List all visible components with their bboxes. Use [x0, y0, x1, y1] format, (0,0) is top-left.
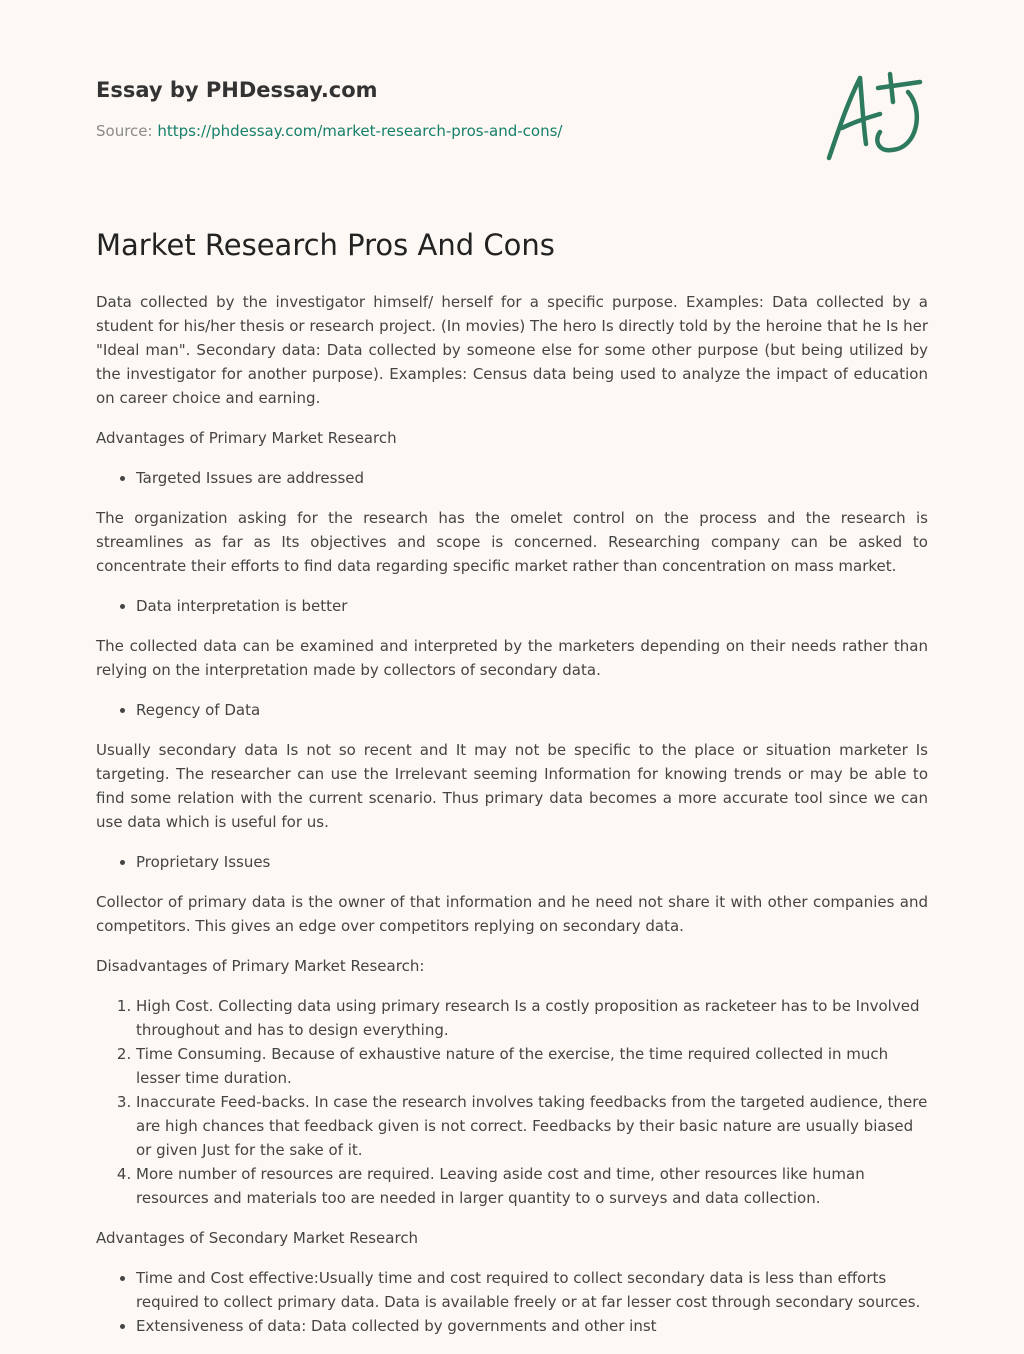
bullet-list: [96, 466, 928, 490]
page-header: [96, 76, 796, 141]
paragraph-regency: Usually secondary data Is not so recent and It may not be specific to the place or situation marketer Is targeting. The researcher can use the Irrelevant seeming Information for knowing trends or may be able to find some relation with the current scenario. Thus primary data becomes a more accurate tool since we can use data which is useful for us.: [96, 741, 928, 831]
paragraph-proprietary: Collector of primary data is the owner of that information and he need not share it with other companies and competitors. This gives an edge over competitors replying on secondary data.: [96, 893, 928, 935]
list-item: • Data interpretation is better: [136, 594, 928, 618]
list-item: 1. High Cost. Collecting data using primary research Is a costly proposition as racketeer has to be Involved throughout and has to design everything.: [136, 994, 928, 1042]
list-item: • Regency of Data: [136, 698, 928, 722]
list-item: • Targeted Issues are addressed: [136, 466, 928, 490]
list-item: • Extensiveness of data: Data collected by governments and other inst: [136, 1314, 928, 1338]
paragraph-interpretation: The collected data can be examined and interpreted by the marketers depending on their needs rather than relying on the interpretation made by collectors of secondary data.: [96, 637, 928, 679]
disadvantages-list: [96, 994, 928, 1210]
list-item: • Time and Cost effective:Usually time and cost required to collect secondary data is less than efforts required to collect primary data. Data is available freely or at far lesser cost through secondary sources.: [136, 1266, 928, 1314]
secondary-advantages-heading: Advantages of Secondary Market Research: [96, 1229, 419, 1247]
bullet-list: [96, 698, 928, 722]
source-label: Source:: [96, 122, 158, 140]
list-item: • Proprietary Issues: [136, 850, 928, 874]
a-plus-logo-icon: [822, 70, 926, 164]
paragraph-targeted: The organization asking for the research has the omelet control on the process and the research is streamlines as far as Its objectives and scope is concerned. Researching company can be asked to concentrate their efforts to find data regarding specific market rather than concentration on mass market.: [96, 509, 928, 575]
article: [96, 226, 928, 1354]
bullet-list: [96, 850, 928, 874]
list-item: 4. More number of resources are required. Leaving aside cost and time, other resources like human resources and materials too are needed in larger quantity to o surveys and data collection.: [136, 1162, 928, 1210]
brand-title: Essay by PHDessay.com: [96, 78, 378, 102]
source-line: [96, 121, 796, 141]
bullet-list: [96, 594, 928, 618]
article-title: Market Research Pros And Cons: [96, 228, 555, 262]
secondary-advantages-list: [96, 1266, 928, 1338]
list-item: 2. Time Consuming. Because of exhaustive nature of the exercise, the time required collected in much lesser time duration.: [136, 1042, 928, 1090]
primary-disadvantages-heading: Disadvantages of Primary Market Research:: [96, 957, 425, 975]
list-item: 3. Inaccurate Feed-backs. In case the research involves taking feedbacks from the targeted audience, there are high chances that feedback given is not correct. Feedbacks by their basic nature are usually biased or given Just for the sake of it.: [136, 1090, 928, 1162]
source-link[interactable]: https://phdessay.com/market-research-pros-and-cons/: [157, 122, 563, 140]
intro-paragraph: Data collected by the investigator himself/ herself for a specific purpose. Examples: Data collected by a student for his/her thesis or research project. (In movies) The hero Is directly told by the heroine that he Is her "Ideal man". Secondary data: Data collected by someone else for some other purpose (but being utilized by the investigator for another purpose). Examples: Census data being used to analyze the impact of education on career choice and earning.: [96, 293, 928, 407]
primary-advantages-heading: Advantages of Primary Market Research: [96, 429, 397, 447]
